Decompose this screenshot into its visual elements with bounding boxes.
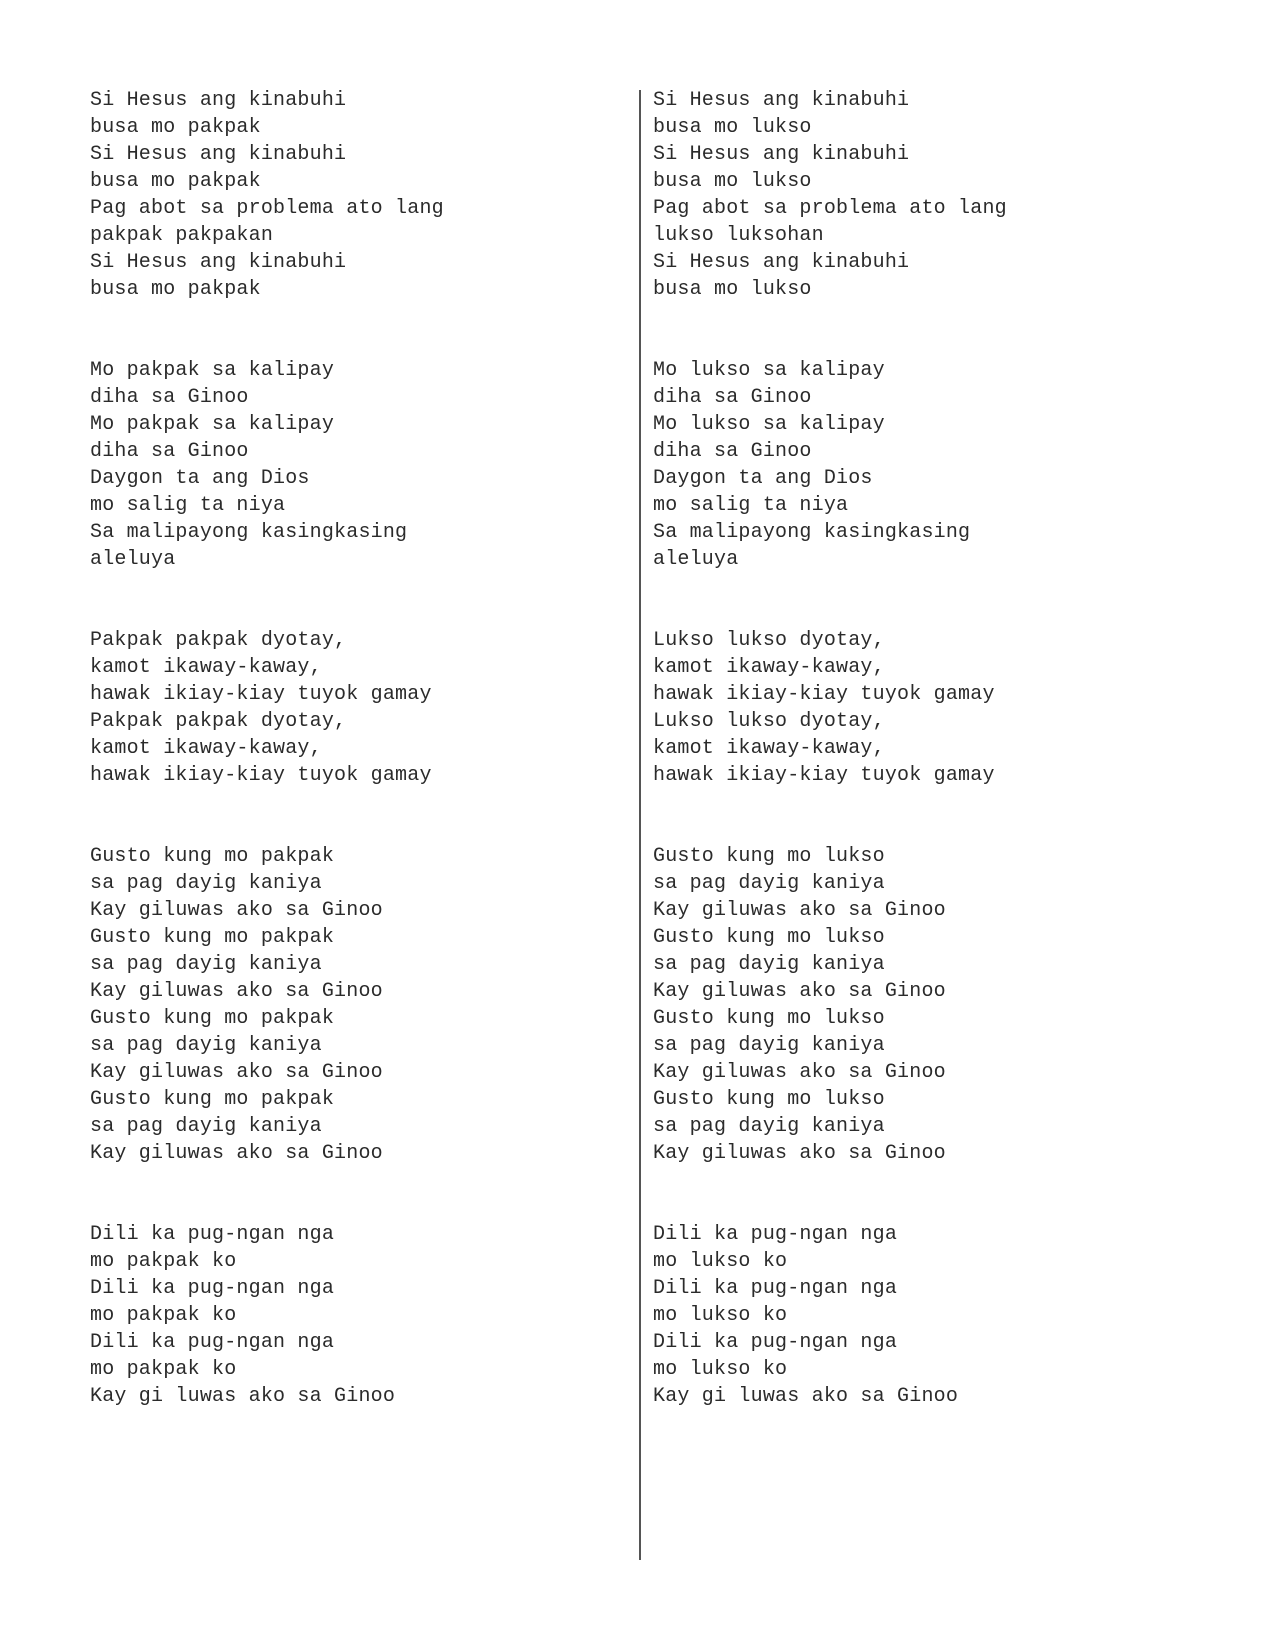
lyric-line: Gusto kung mo pakpak bbox=[90, 1088, 335, 1111]
lyric-line: Kay giluwas ako sa Ginoo bbox=[90, 1142, 383, 1165]
lyric-line: kamot ikaway-kaway, bbox=[653, 656, 885, 679]
lyric-line: mo pakpak ko bbox=[90, 1358, 237, 1381]
lyric-line: sa pag dayig kaniya bbox=[653, 1115, 885, 1138]
column-divider bbox=[639, 90, 641, 1560]
lyric-line: busa mo lukso bbox=[653, 278, 812, 301]
lyric-line: hawak ikiay-kiay tuyok gamay bbox=[90, 683, 432, 706]
lyric-line: Kay giluwas ako sa Ginoo bbox=[653, 899, 946, 922]
lyric-line: Lukso lukso dyotay, bbox=[653, 629, 885, 652]
lyric-line: mo pakpak ko bbox=[90, 1304, 237, 1327]
lyric-line: aleluya bbox=[653, 548, 739, 571]
lyric-line: Lukso lukso dyotay, bbox=[653, 710, 885, 733]
lyric-line: mo lukso ko bbox=[653, 1358, 788, 1381]
stanza bbox=[653, 843, 1173, 1167]
lyric-line: diha sa Ginoo bbox=[653, 440, 812, 463]
lyric-line: Dili ka pug-ngan nga bbox=[653, 1331, 898, 1354]
stanza bbox=[90, 1221, 610, 1410]
lyric-line: busa mo pakpak bbox=[90, 278, 261, 301]
lyric-line: diha sa Ginoo bbox=[90, 440, 249, 463]
lyric-line: aleluya bbox=[90, 548, 176, 571]
lyric-line: Pakpak pakpak dyotay, bbox=[90, 710, 347, 733]
lyric-line: busa mo lukso bbox=[653, 170, 812, 193]
lyric-line: Mo lukso sa kalipay bbox=[653, 359, 885, 382]
lyric-line: Kay giluwas ako sa Ginoo bbox=[90, 899, 383, 922]
stanza bbox=[653, 357, 1173, 573]
lyric-line: Gusto kung mo lukso bbox=[653, 1088, 885, 1111]
lyric-line: diha sa Ginoo bbox=[653, 386, 812, 409]
lyric-line: Kay giluwas ako sa Ginoo bbox=[90, 980, 383, 1003]
lyric-line: Kay giluwas ako sa Ginoo bbox=[653, 1061, 946, 1084]
lyric-line: kamot ikaway-kaway, bbox=[90, 737, 322, 760]
lyric-line: Gusto kung mo pakpak bbox=[90, 845, 335, 868]
lyric-line: kamot ikaway-kaway, bbox=[653, 737, 885, 760]
lyric-line: Si Hesus ang kinabuhi bbox=[90, 89, 347, 112]
lyric-line: Mo lukso sa kalipay bbox=[653, 413, 885, 436]
lyric-line: Pag abot sa problema ato lang bbox=[90, 197, 444, 220]
lyric-line: mo salig ta niya bbox=[90, 494, 286, 517]
lyric-line: mo lukso ko bbox=[653, 1304, 788, 1327]
left-lyrics-column bbox=[90, 87, 610, 1410]
lyric-line: sa pag dayig kaniya bbox=[90, 953, 322, 976]
lyric-line: Dili ka pug-ngan nga bbox=[90, 1331, 335, 1354]
lyric-line: Sa malipayong kasingkasing bbox=[90, 521, 408, 544]
lyric-line: Dili ka pug-ngan nga bbox=[653, 1223, 898, 1246]
lyric-line: busa mo lukso bbox=[653, 116, 812, 139]
lyric-line: Si Hesus ang kinabuhi bbox=[653, 143, 910, 166]
lyric-line: Daygon ta ang Dios bbox=[653, 467, 873, 490]
lyric-line: Kay gi luwas ako sa Ginoo bbox=[653, 1385, 959, 1408]
lyric-line: pakpak pakpakan bbox=[90, 224, 274, 247]
lyric-line: sa pag dayig kaniya bbox=[653, 953, 885, 976]
stanza bbox=[90, 627, 610, 789]
lyric-line: Gusto kung mo pakpak bbox=[90, 926, 335, 949]
stanza bbox=[653, 87, 1173, 303]
lyric-line: Dili ka pug-ngan nga bbox=[90, 1223, 335, 1246]
lyric-line: Mo pakpak sa kalipay bbox=[90, 413, 335, 436]
lyric-line: Dili ka pug-ngan nga bbox=[653, 1277, 898, 1300]
lyric-line: sa pag dayig kaniya bbox=[653, 1034, 885, 1057]
lyric-line: sa pag dayig kaniya bbox=[653, 872, 885, 895]
stanza bbox=[90, 843, 610, 1167]
lyric-line: mo salig ta niya bbox=[653, 494, 849, 517]
lyric-line: Gusto kung mo lukso bbox=[653, 845, 885, 868]
right-lyrics-column bbox=[653, 87, 1173, 1410]
lyric-line: Si Hesus ang kinabuhi bbox=[90, 251, 347, 274]
lyric-line: Pakpak pakpak dyotay, bbox=[90, 629, 347, 652]
lyric-line: Kay giluwas ako sa Ginoo bbox=[653, 1142, 946, 1165]
lyric-line: Sa malipayong kasingkasing bbox=[653, 521, 971, 544]
lyric-line: Mo pakpak sa kalipay bbox=[90, 359, 335, 382]
lyric-line: lukso luksohan bbox=[653, 224, 824, 247]
lyric-line: Gusto kung mo pakpak bbox=[90, 1007, 335, 1030]
lyric-line: Si Hesus ang kinabuhi bbox=[653, 89, 910, 112]
lyric-line: busa mo pakpak bbox=[90, 116, 261, 139]
stanza bbox=[653, 627, 1173, 789]
lyric-line: Dili ka pug-ngan nga bbox=[90, 1277, 335, 1300]
lyric-line: Kay giluwas ako sa Ginoo bbox=[90, 1061, 383, 1084]
stanza bbox=[90, 357, 610, 573]
lyric-line: kamot ikaway-kaway, bbox=[90, 656, 322, 679]
lyric-line: mo pakpak ko bbox=[90, 1250, 237, 1273]
stanza bbox=[90, 87, 610, 303]
lyric-line: Kay giluwas ako sa Ginoo bbox=[653, 980, 946, 1003]
lyric-line: hawak ikiay-kiay tuyok gamay bbox=[653, 683, 995, 706]
lyric-line: sa pag dayig kaniya bbox=[90, 872, 322, 895]
lyric-line: hawak ikiay-kiay tuyok gamay bbox=[653, 764, 995, 787]
stanza bbox=[653, 1221, 1173, 1410]
lyric-line: Kay gi luwas ako sa Ginoo bbox=[90, 1385, 396, 1408]
lyric-line: Gusto kung mo lukso bbox=[653, 1007, 885, 1030]
lyric-line: Daygon ta ang Dios bbox=[90, 467, 310, 490]
lyric-line: Gusto kung mo lukso bbox=[653, 926, 885, 949]
lyric-line: diha sa Ginoo bbox=[90, 386, 249, 409]
lyric-line: Pag abot sa problema ato lang bbox=[653, 197, 1007, 220]
lyric-line: mo lukso ko bbox=[653, 1250, 788, 1273]
lyric-line: Si Hesus ang kinabuhi bbox=[653, 251, 910, 274]
lyric-line: sa pag dayig kaniya bbox=[90, 1115, 322, 1138]
lyric-line: Si Hesus ang kinabuhi bbox=[90, 143, 347, 166]
lyric-line: busa mo pakpak bbox=[90, 170, 261, 193]
lyric-line: hawak ikiay-kiay tuyok gamay bbox=[90, 764, 432, 787]
lyric-line: sa pag dayig kaniya bbox=[90, 1034, 322, 1057]
